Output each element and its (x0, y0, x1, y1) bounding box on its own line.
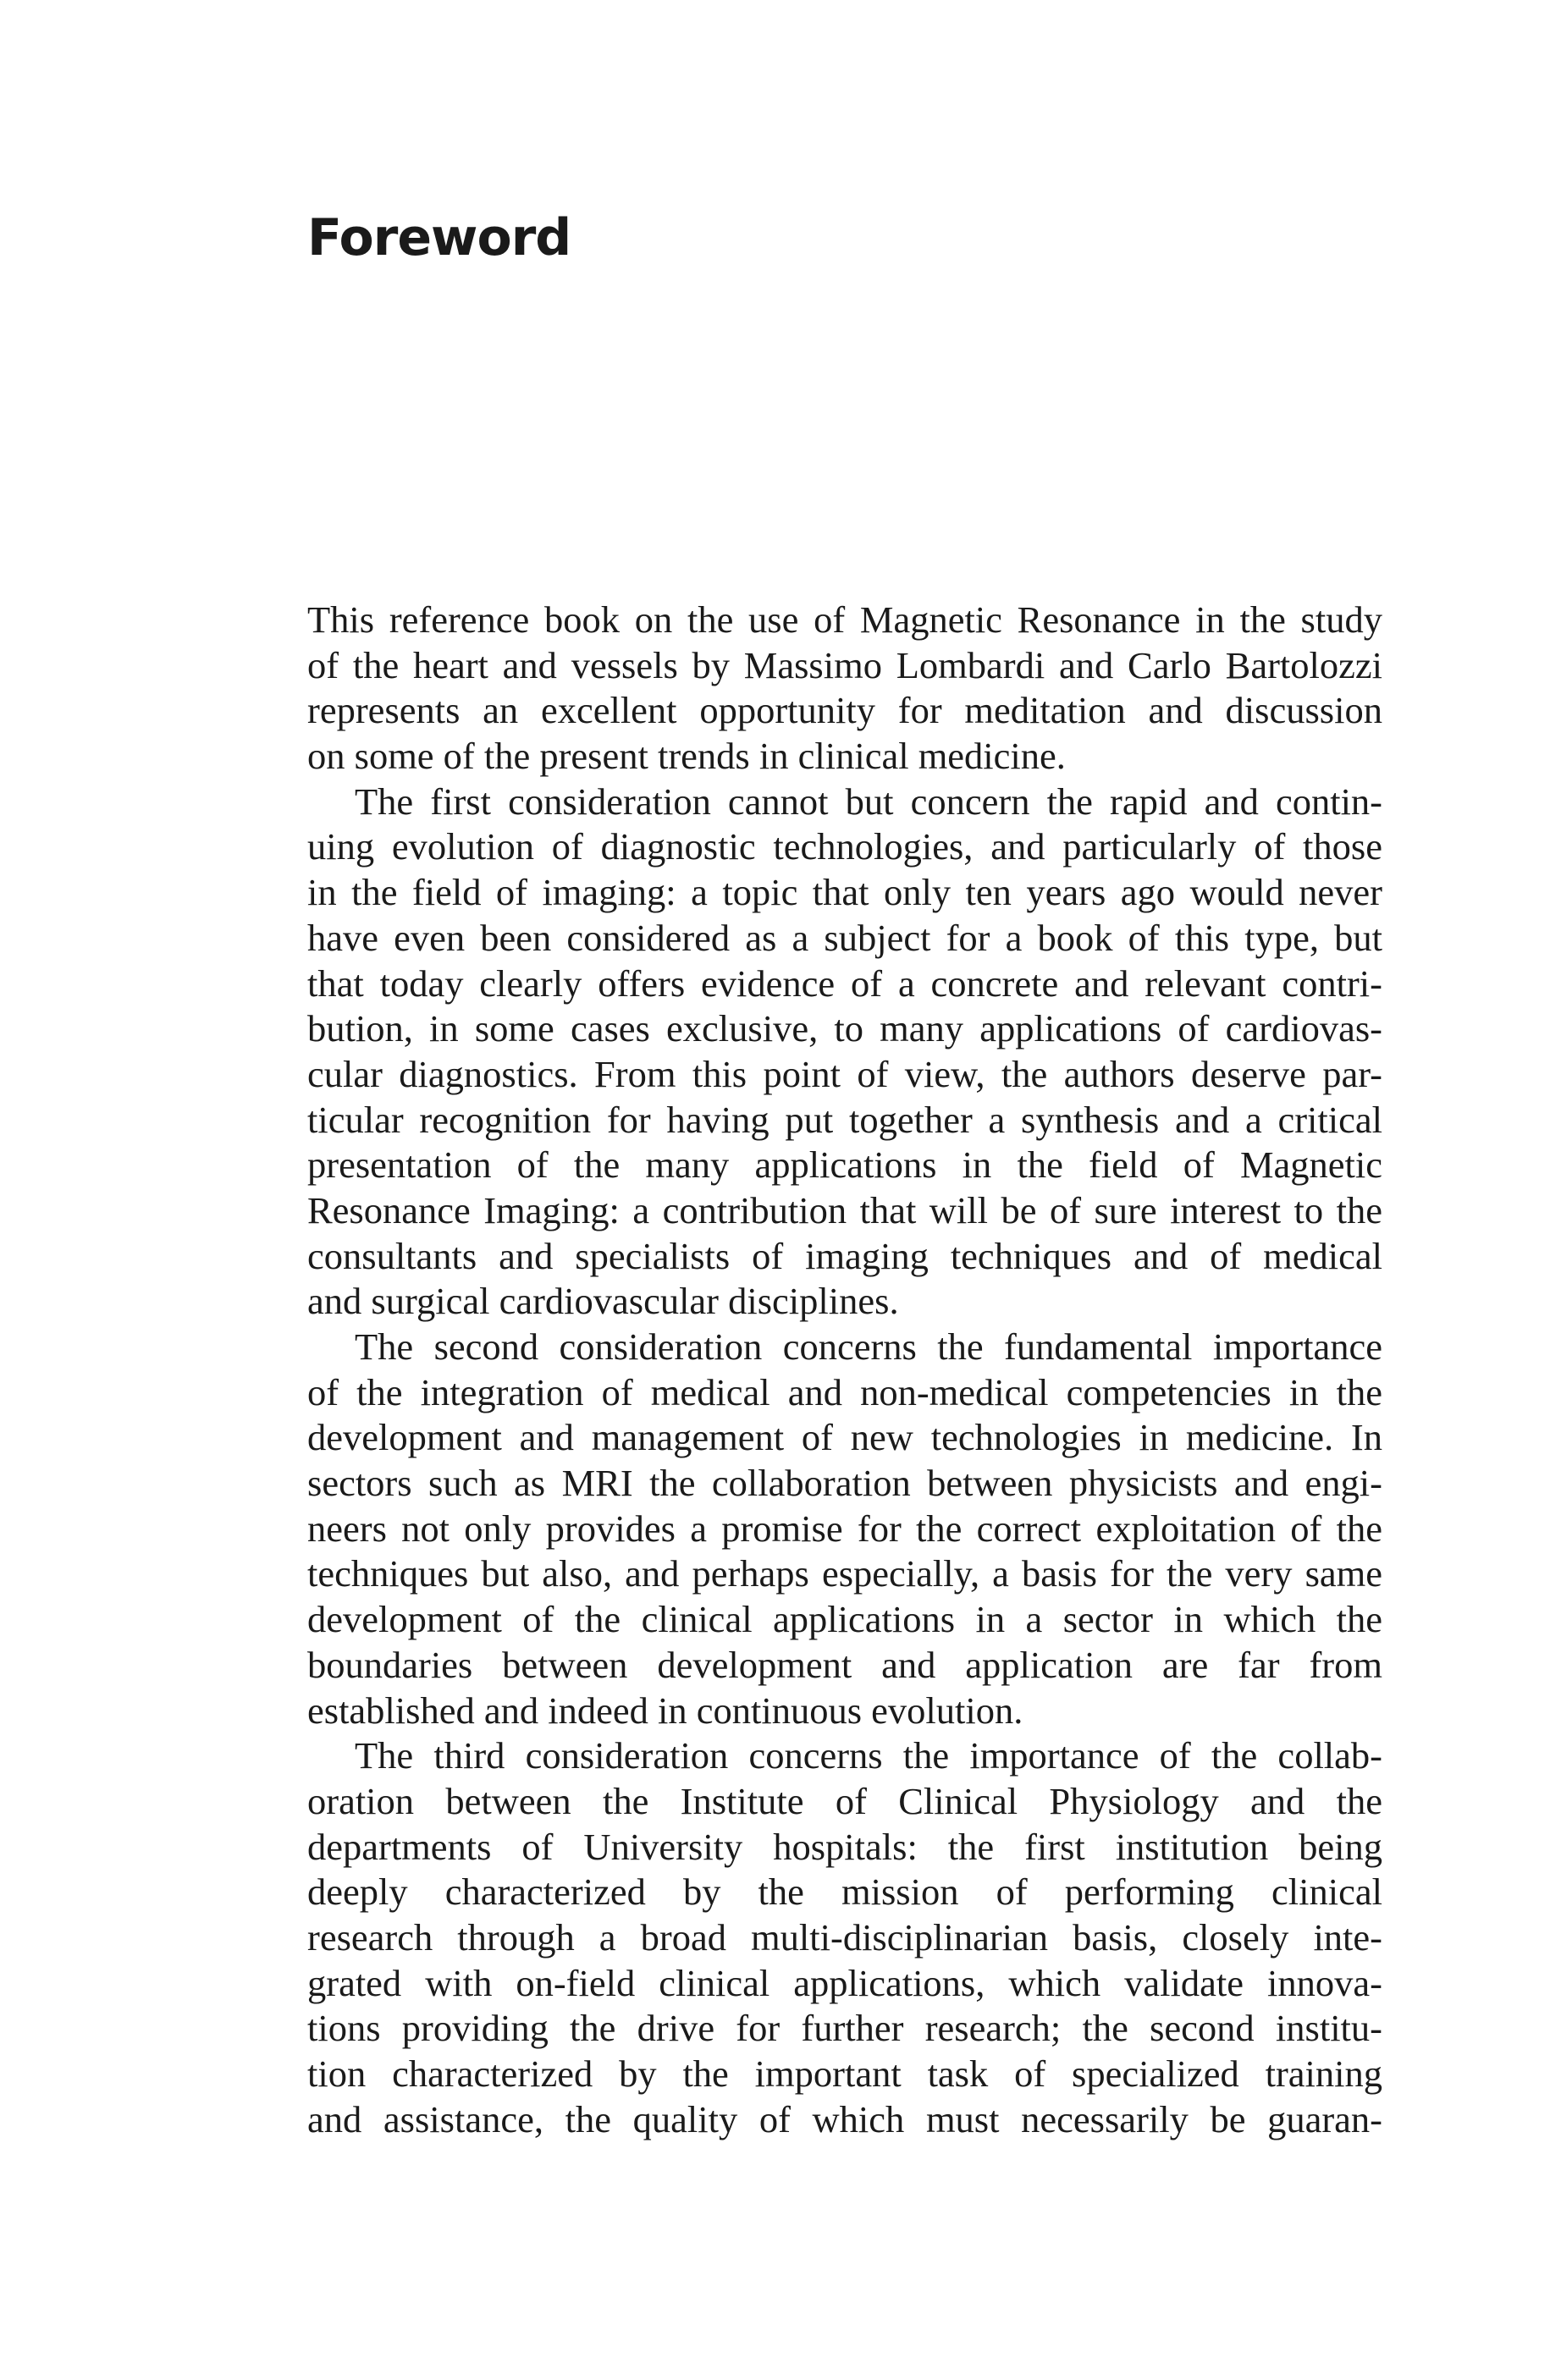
text-line: research through a broad multi-disciplinarian basis, closely inte- (307, 1915, 1382, 1959)
text-line: consultants and specialists of imaging techniques and of medical (307, 1234, 1382, 1277)
text-line: of the integration of medical and non-medical competencies in the (307, 1370, 1382, 1413)
text-line: development and management of new technologies in medicine. In (307, 1416, 1382, 1459)
text-line: oration between the Institute of Clinical Physiology and the (307, 1779, 1382, 1822)
page-title: Foreword (307, 208, 571, 267)
body-text (307, 598, 1382, 2142)
text-line: tions providing the drive for further research; the second institu- (307, 2007, 1382, 2050)
paragraph-3 (307, 1325, 1382, 1733)
text-line: grated with on-field clinical applications, which validate innova- (307, 1961, 1382, 2004)
text-line: in the field of imaging: a topic that only ten years ago would never (307, 871, 1382, 914)
text-line: uing evolution of diagnostic technologies, and particularly of those (307, 825, 1382, 868)
text-line: and surgical cardiovascular disciplines. (307, 1280, 899, 1323)
text-line: The second consideration concerns the fundamental importance (355, 1325, 1382, 1368)
text-line: presentation of the many applications in the field of Magnetic (307, 1143, 1382, 1187)
text-line: development of the clinical applications in a sector in which the (307, 1598, 1382, 1641)
text-line: have even been considered as a subject for a book of this type, but (307, 916, 1382, 959)
text-line: on some of the present trends in clinical medicine. (307, 735, 1066, 778)
text-line: of the heart and vessels by Massimo Lombardi and Carlo Bartolozzi (307, 643, 1382, 686)
text-line: established and indeed in continuous evolution. (307, 1689, 1023, 1732)
text-line: techniques but also, and perhaps especially, a basis for the very same (307, 1552, 1382, 1595)
text-line: This reference book on the use of Magnetic Resonance in the study (307, 598, 1382, 641)
text-line: neers not only provides a promise for the correct exploitation of the (307, 1507, 1382, 1550)
text-line: The third consideration concerns the importance of the collab- (355, 1734, 1382, 1777)
paragraph-1 (307, 598, 1382, 780)
text-line: departments of University hospitals: the first institution being (307, 1825, 1382, 1868)
paragraph-2 (307, 780, 1382, 1325)
text-line: boundaries between development and application are far from (307, 1643, 1382, 1686)
text-line: tion characterized by the important task of specialized training (307, 2052, 1382, 2095)
text-line: deeply characterized by the mission of performing clinical (307, 1870, 1382, 1914)
paragraph-4 (307, 1733, 1382, 2142)
text-line: ticular recognition for having put together a synthesis and a critical (307, 1098, 1382, 1141)
text-line: represents an excellent opportunity for meditation and discussion (307, 689, 1382, 732)
text-line: that today clearly offers evidence of a concrete and relevant contri- (307, 961, 1382, 1005)
text-line: bution, in some cases exclusive, to many applications of cardiovas- (307, 1007, 1382, 1050)
text-line: and assistance, the quality of which must necessarily be guaran- (307, 2097, 1382, 2140)
text-line: sectors such as MRI the collaboration between physicists and engi- (307, 1462, 1382, 1505)
text-line: cular diagnostics. From this point of view, the authors deserve par- (307, 1052, 1382, 1095)
text-line: The first consideration cannot but concern the rapid and contin- (355, 780, 1382, 823)
text-line: Resonance Imaging: a contribution that will be of sure interest to the (307, 1188, 1382, 1231)
